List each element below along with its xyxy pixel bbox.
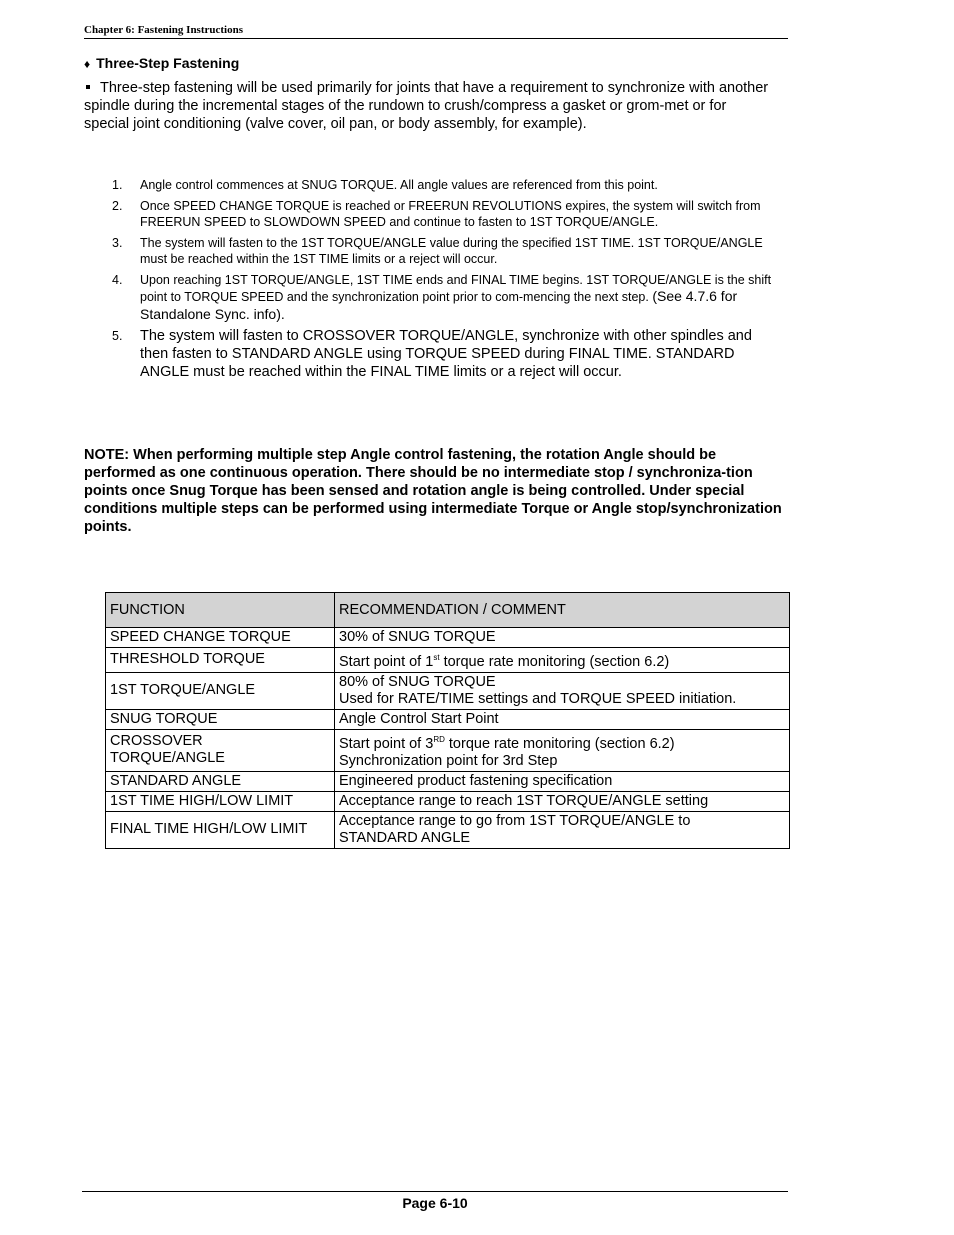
diamond-bullet-icon: ♦ bbox=[84, 57, 91, 71]
step-number: 5. bbox=[112, 329, 123, 343]
note-paragraph: NOTE: When performing multiple step Angle control fastening, the rotation Angle should be performed as one continuous operation. There should be no intermediate stop / synchroniza-tion points once Snug Torque has been sensed and rotation angle is being controlled. Under special conditions multiple steps can be performed using intermediate Torque or Angle stop/synchronization points. bbox=[84, 447, 782, 535]
step-text: The system will fasten to the 1ST TORQUE/ANGLE value during the specified 1ST TIME. 1ST TORQUE/ANGLE must be reached within the 1ST TIME limits or a reject will occur. bbox=[140, 235, 763, 266]
table-row bbox=[106, 771, 790, 791]
section-heading bbox=[84, 55, 239, 71]
list-item bbox=[112, 272, 772, 324]
function-cell: SPEED CHANGE TORQUE bbox=[106, 628, 335, 648]
comment-cell: Start point of 1st torque rate monitoring (section 6.2) bbox=[335, 648, 790, 673]
step-number: 4. bbox=[112, 272, 123, 287]
intro-text: Three-step fastening will be used primarily for joints that have a requirement to synchronize with another spindle during the incremental stages of the rundown to crush/compress a gasket or grom-met or for special joint conditioning (valve cover, oil pan, or body assembly, for example). bbox=[84, 80, 769, 132]
function-cell: STANDARD ANGLE bbox=[106, 771, 335, 791]
step-reference: (See 4.7.6 for Standalone Sync. info). bbox=[140, 288, 738, 322]
function-cell: FINAL TIME HIGH/LOW LIMIT bbox=[106, 811, 335, 848]
step-text: Once SPEED CHANGE TORQUE is reached or FREERUN REVOLUTIONS expires, the system will switch from FREERUN SPEED to SLOWDOWN SPEED and continue to fasten to 1ST TORQUE/ANGLE. bbox=[140, 198, 761, 229]
comment-cell: 30% of SNUG TORQUE bbox=[335, 628, 790, 648]
page-number: Page 6-10 bbox=[402, 1195, 468, 1211]
step-number: 1. bbox=[112, 178, 123, 192]
page-footer bbox=[82, 1191, 788, 1211]
function-cell: CROSSOVER TORQUE/ANGLE bbox=[106, 729, 335, 771]
comment-cell: 80% of SNUG TORQUE Used for RATE/TIME settings and TORQUE SPEED initiation. bbox=[335, 672, 790, 709]
comment-cell: Acceptance range to reach 1ST TORQUE/ANGLE setting bbox=[335, 791, 790, 811]
table-header-row bbox=[106, 593, 790, 628]
steps-list bbox=[112, 177, 772, 385]
chapter-title: Chapter 6: Fastening Instructions bbox=[84, 24, 244, 36]
step-number: 3. bbox=[112, 235, 123, 250]
step-text: Upon reaching 1ST TORQUE/ANGLE, 1ST TIME ends and FINAL TIME begins. 1ST TORQUE/ANGLE is the shift point to TORQUE SPEED and the synchronization point prior to com-mencing the next step. bbox=[140, 272, 772, 304]
table-row bbox=[106, 811, 790, 848]
page-header bbox=[84, 22, 788, 39]
function-cell: SNUG TORQUE bbox=[106, 709, 335, 729]
table-row bbox=[106, 729, 790, 771]
step-number: 2. bbox=[112, 198, 123, 213]
section-title: Three-Step Fastening bbox=[96, 55, 240, 71]
function-cell: 1ST TIME HIGH/LOW LIMIT bbox=[106, 791, 335, 811]
comment-cell: Engineered product fastening specification bbox=[335, 771, 790, 791]
table-row bbox=[106, 709, 790, 729]
square-bullet-icon bbox=[86, 85, 90, 89]
function-cell: 1ST TORQUE/ANGLE bbox=[106, 672, 335, 709]
step-text: Angle control commences at SNUG TORQUE. All angle values are referenced from this point. bbox=[140, 178, 658, 192]
list-item bbox=[112, 327, 772, 381]
list-item bbox=[112, 235, 772, 268]
table-row bbox=[106, 648, 790, 673]
column-header-comment: RECOMMENDATION / COMMENT bbox=[335, 593, 790, 628]
table-row bbox=[106, 672, 790, 709]
comment-cell: Angle Control Start Point bbox=[335, 709, 790, 729]
step-text: The system will fasten to CROSSOVER TORQUE/ANGLE, synchronize with other spindles and then fasten to STANDARD ANGLE using TORQUE SPEED during FINAL TIME. STANDARD ANGLE must be reached within the FINAL TIME limits or a reject will occur. bbox=[140, 328, 752, 380]
comment-cell: Acceptance range to go from 1ST TORQUE/ANGLE to STANDARD ANGLE bbox=[335, 811, 790, 848]
function-cell: THRESHOLD TORQUE bbox=[106, 648, 335, 673]
list-item bbox=[112, 177, 772, 194]
comment-cell: Start point of 3RD torque rate monitoring (section 6.2) Synchronization point for 3rd Step bbox=[335, 729, 790, 771]
table-row bbox=[106, 628, 790, 648]
column-header-function: FUNCTION bbox=[106, 593, 335, 628]
list-item bbox=[112, 198, 772, 231]
function-table bbox=[105, 592, 790, 849]
intro-paragraph bbox=[84, 79, 774, 133]
table-row bbox=[106, 791, 790, 811]
